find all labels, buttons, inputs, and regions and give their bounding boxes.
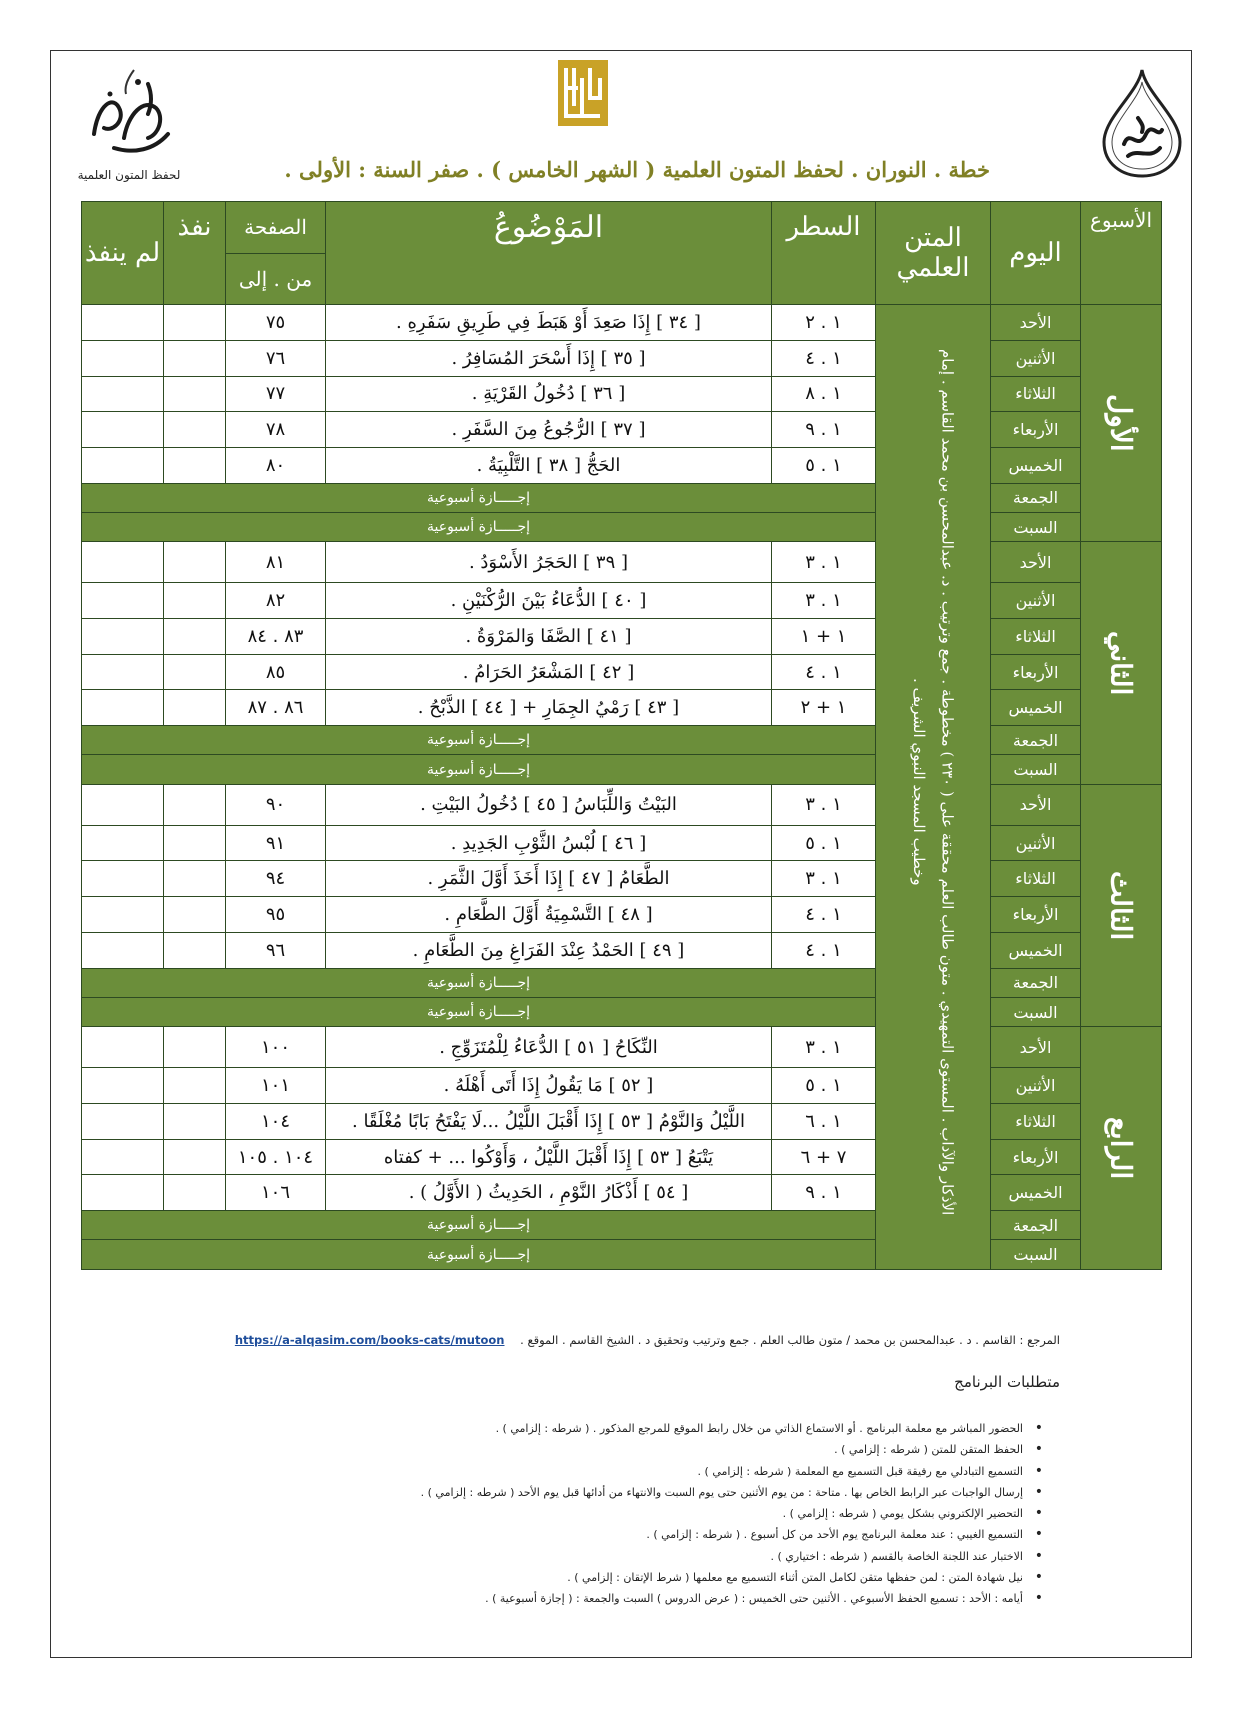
requirement-item: • الاختبار عند اللجنة الخاصة بالقسم ( شرطه : اختياري ) . <box>300 1546 1045 1567</box>
topic-cell: [ ٣٥ ] إِذَا أَسْحَرَ المُسَافِرُ . <box>326 340 772 376</box>
line-cell: ١ . ٣ <box>772 583 876 619</box>
line-cell: ١ . ٣ <box>772 542 876 583</box>
nouran-logo-icon <box>64 64 194 160</box>
done-cell[interactable] <box>164 932 226 968</box>
page-cell: ١٠١ <box>226 1068 326 1104</box>
not-done-cell[interactable] <box>82 448 164 484</box>
requirement-item: • الحفظ المتقن للمتن ( شرطه : إلزامي ) . <box>300 1439 1045 1460</box>
table-row <box>82 784 1162 825</box>
page-cell: ٧٦ <box>226 340 326 376</box>
header-page <box>226 202 326 305</box>
reference-line <box>200 1333 1060 1347</box>
table-row <box>82 1068 1162 1104</box>
not-done-cell[interactable] <box>82 1027 164 1068</box>
requirement-item: • نيل شهادة المتن : لمن حفظها متقن لكامل المتن أثناء التسميع مع معلمها ( شرط الإتقان : إلزامي ) . <box>300 1567 1045 1588</box>
day-cell: الأربعاء <box>991 412 1081 448</box>
done-cell[interactable] <box>164 1027 226 1068</box>
done-cell[interactable] <box>164 861 226 897</box>
requirement-item: • أيامه : الأحد : تسميع الحفظ الأسبوعي . الأثنين حتى الخميس : ( عرض الدروس ) السبت والجمعة : ( إجازة أسبوعية ) . <box>300 1588 1045 1609</box>
page-cell: ٩٤ <box>226 861 326 897</box>
requirement-item: • التسميع التبادلي مع رفيقة قبل التسميع مع المعلمة ( شرطه : إلزامي ) . <box>300 1461 1045 1482</box>
not-done-cell[interactable] <box>82 1139 164 1175</box>
day-cell: الخميس <box>991 690 1081 726</box>
table-row <box>82 690 1162 726</box>
table-row <box>82 305 1162 341</box>
page-cell: ٨٠ <box>226 448 326 484</box>
page-cell: ٧٨ <box>226 412 326 448</box>
week-label: الأول <box>1081 305 1162 542</box>
topic-cell: اللَّيْلُ وَالنَّوْمُ [ ٥٣ ] إِذَا أَقْبَلَ اللَّيْلُ ...لَا يَفْتَحُ بَابًا مُغْلَقًا . <box>326 1103 772 1139</box>
table-row <box>82 825 1162 861</box>
not-done-cell[interactable] <box>82 412 164 448</box>
done-cell[interactable] <box>164 412 226 448</box>
table-row <box>82 861 1162 897</box>
topic-cell: البَيْتُ وَاللِّبَاسُ [ ٤٥ ] دُخُولُ البَيْتِ . <box>326 784 772 825</box>
page-cell: ٨٢ <box>226 583 326 619</box>
not-done-cell[interactable] <box>82 1175 164 1211</box>
drop-logo-icon <box>1098 68 1186 178</box>
done-cell[interactable] <box>164 305 226 341</box>
line-cell: ٧ + ٦ <box>772 1139 876 1175</box>
page-cell: ٧٥ <box>226 305 326 341</box>
header-topic: المَوْضُوعُ <box>326 202 772 305</box>
done-cell[interactable] <box>164 690 226 726</box>
header-line: السطر <box>772 202 876 305</box>
week-label: الثالث <box>1081 784 1162 1026</box>
day-cell: الخميس <box>991 932 1081 968</box>
table-row <box>82 376 1162 412</box>
topic-cell: [ ٤٣ ] رَمْيُ الجِمَارِ + [ ٤٤ ] الذَّبْحُ . <box>326 690 772 726</box>
page-cell: ٨٦ . ٨٧ <box>226 690 326 726</box>
schedule-table <box>81 201 1162 1270</box>
reference-link[interactable]: https://a-alqasim.com/books-cats/mutoon <box>234 1333 505 1347</box>
day-cell: الأربعاء <box>991 1139 1081 1175</box>
page-cell: ٩٥ <box>226 897 326 933</box>
done-cell[interactable] <box>164 1175 226 1211</box>
day-cell: الأربعاء <box>991 654 1081 690</box>
week-label: الرابع <box>1081 1027 1162 1270</box>
not-done-cell[interactable] <box>82 825 164 861</box>
rest-row <box>82 726 1162 755</box>
page-cell: ٧٧ <box>226 376 326 412</box>
day-cell: الأحد <box>991 1027 1081 1068</box>
done-cell[interactable] <box>164 376 226 412</box>
nouran-logo <box>64 64 194 184</box>
table-row <box>82 1139 1162 1175</box>
requirement-item: • التسميع الغيبي : عند معلمة البرنامج يوم الأحد من كل أسبوع . ( شرطه : إلزامي ) . <box>300 1524 1045 1545</box>
page-cell: ٨١ <box>226 542 326 583</box>
day-cell: الأثنين <box>991 1068 1081 1104</box>
table-row <box>82 1027 1162 1068</box>
done-cell[interactable] <box>164 654 226 690</box>
day-cell: الأثنين <box>991 583 1081 619</box>
weekly-rest-cell: إجـــــازة أسبوعية <box>82 755 876 784</box>
rest-row <box>82 755 1162 784</box>
rest-row <box>82 968 1162 997</box>
requirement-item: • التحضير الإلكتروني بشكل يومي ( شرطه : إلزامي ) . <box>300 1503 1045 1524</box>
not-done-cell[interactable] <box>82 1068 164 1104</box>
center-emblem-icon <box>556 58 610 128</box>
topic-cell: [ ٣٤ ] إِذَا صَعِدَ أَوْ هَبَطَ فِي طَرِيقِ سَفَرِهِ . <box>326 305 772 341</box>
weekly-rest-cell: إجـــــازة أسبوعية <box>82 483 876 512</box>
day-cell: الثلاثاء <box>991 861 1081 897</box>
weekly-rest-cell: إجـــــازة أسبوعية <box>82 1240 876 1270</box>
day-cell: الأثنين <box>991 340 1081 376</box>
line-cell: ١ . ٥ <box>772 448 876 484</box>
table-row <box>82 1103 1162 1139</box>
day-cell: الأربعاء <box>991 897 1081 933</box>
topic-cell: [ ٤١ ] الصَّفَا وَالمَرْوَةُ . <box>326 618 772 654</box>
rest-row <box>82 997 1162 1026</box>
line-cell: ١ . ٢ <box>772 305 876 341</box>
done-cell[interactable] <box>164 583 226 619</box>
page-cell: ٩١ <box>226 825 326 861</box>
day-cell: الأثنين <box>991 825 1081 861</box>
topic-cell: يَتْبَعُ [ ٥٣ ] إِذَا أَقْبَلَ اللَّيْلُ ، وَأَوْكُوا ... + كفتاه <box>326 1139 772 1175</box>
topic-cell: [ ٤٠ ] الدُّعَاءُ بَيْنَ الرُّكْنَيْنِ . <box>326 583 772 619</box>
day-cell: الأحد <box>991 305 1081 341</box>
reference-text: المرجع : القاسم . د . عبدالمحسن بن محمد / متون طالب العلم . جمع وترتيب وتحقيق د . الشيخ القاسم . الموقع . <box>520 1333 1060 1347</box>
done-cell[interactable] <box>164 618 226 654</box>
not-done-cell[interactable] <box>82 861 164 897</box>
header-done: نفذ <box>164 202 226 305</box>
day-cell: الجمعة <box>991 1211 1081 1240</box>
done-cell[interactable] <box>164 1139 226 1175</box>
day-cell: الجمعة <box>991 483 1081 512</box>
topic-cell: [ ٤٢ ] المَشْعَرُ الحَرَامُ . <box>326 654 772 690</box>
line-cell: ١ . ٣ <box>772 1027 876 1068</box>
table-row <box>82 542 1162 583</box>
page-cell: ١٠٤ <box>226 1103 326 1139</box>
requirement-item: • إرسال الواجبات عبر الرابط الخاص بها . متاحة : من يوم الأثنين حتى يوم السبت والانتهاء من أدائها قبل يوم الأحد ( شرطه : إلزامي ) . <box>300 1482 1045 1503</box>
page-cell: ١٠٦ <box>226 1175 326 1211</box>
not-done-cell[interactable] <box>82 583 164 619</box>
table-row <box>82 340 1162 376</box>
topic-cell: [ ٤٩ ] الحَمْدُ عِنْدَ الفَرَاغِ مِنَ الطَّعَامِ . <box>326 932 772 968</box>
line-cell: ١ . ٤ <box>772 897 876 933</box>
day-cell: الخميس <box>991 448 1081 484</box>
not-done-cell[interactable] <box>82 340 164 376</box>
not-done-cell[interactable] <box>82 897 164 933</box>
rest-row <box>82 1211 1162 1240</box>
table-row <box>82 897 1162 933</box>
header-page-label: الصفحة <box>244 215 307 240</box>
day-cell: السبت <box>991 997 1081 1026</box>
topic-cell: [ ٣٩ ] الحَجَرُ الأَسْوَدُ . <box>326 542 772 583</box>
weekly-rest-cell: إجـــــازة أسبوعية <box>82 968 876 997</box>
header-day: اليوم <box>991 202 1081 305</box>
page-cell: ١٠٤ . ١٠٥ <box>226 1139 326 1175</box>
requirements-title: متطلبات البرنامج <box>954 1373 1060 1391</box>
day-cell: الجمعة <box>991 726 1081 755</box>
day-cell: الثلاثاء <box>991 1103 1081 1139</box>
topic-cell: الطَّعَامُ [ ٤٧ ] إِذَا أَخَذَ أَوَّلَ الثَّمَرِ . <box>326 861 772 897</box>
done-cell[interactable] <box>164 340 226 376</box>
table-row <box>82 1175 1162 1211</box>
not-done-cell[interactable] <box>82 1103 164 1139</box>
line-cell: ١ . ٣ <box>772 861 876 897</box>
done-cell[interactable] <box>164 897 226 933</box>
done-cell[interactable] <box>164 542 226 583</box>
not-done-cell[interactable] <box>82 542 164 583</box>
requirements-list <box>300 1418 1045 1610</box>
line-cell: ١ . ٥ <box>772 825 876 861</box>
requirement-item: • الحضور المباشر مع معلمة البرنامج . أو الاستماع الذاتي من خلال رابط الموقع للمرجع المذكور . ( شرطه : إلزامي ) . <box>300 1418 1045 1439</box>
day-cell: السبت <box>991 1240 1081 1270</box>
day-cell: الأحد <box>991 784 1081 825</box>
done-cell[interactable] <box>164 1103 226 1139</box>
rest-row <box>82 1240 1162 1270</box>
header-matn: المتن العلمي <box>876 202 991 305</box>
topic-cell: النِّكَاحُ [ ٥١ ] الدُّعَاءُ لِلْمُتَزَوِّجِ . <box>326 1027 772 1068</box>
line-cell: ١ . ٤ <box>772 340 876 376</box>
line-cell: ١ . ٩ <box>772 1175 876 1211</box>
header-page-range: من . إلى <box>226 253 325 305</box>
day-cell: الثلاثاء <box>991 376 1081 412</box>
not-done-cell[interactable] <box>82 305 164 341</box>
not-done-cell[interactable] <box>82 618 164 654</box>
day-cell: السبت <box>991 755 1081 784</box>
page-cell: ٩٦ <box>226 932 326 968</box>
table-row <box>82 448 1162 484</box>
not-done-cell[interactable] <box>82 784 164 825</box>
topic-cell: [ ٣٦ ] دُخُولُ القَرْيَةِ . <box>326 376 772 412</box>
weekly-rest-cell: إجـــــازة أسبوعية <box>82 513 876 542</box>
table-row <box>82 583 1162 619</box>
matn-text: الأذكار والآداب . المستوى التمهيدي . متون طالب العلم محققة على ( ٢٣٠ ) مخطوطة . جمع وترتيب . د. عبدالمحسن بن محمد القاسم . إمام وخطيب المسجد النبوي الشريف . <box>910 349 957 1216</box>
line-cell: ١ + ٢ <box>772 690 876 726</box>
done-cell[interactable] <box>164 448 226 484</box>
table-row <box>82 932 1162 968</box>
line-cell: ١ + ١ <box>772 618 876 654</box>
day-cell: السبت <box>991 513 1081 542</box>
line-cell: ١ . ٨ <box>772 376 876 412</box>
page-cell: ١٠٠ <box>226 1027 326 1068</box>
weekly-rest-cell: إجـــــازة أسبوعية <box>82 997 876 1026</box>
topic-cell: الحَجُّ [ ٣٨ ] التَّلْبِيَةُ . <box>326 448 772 484</box>
rest-row <box>82 513 1162 542</box>
table-row <box>82 654 1162 690</box>
not-done-cell[interactable] <box>82 376 164 412</box>
logo-caption: لحفظ المتون العلمية <box>77 168 181 182</box>
line-cell: ١ . ٩ <box>772 412 876 448</box>
page-cell: ٨٣ . ٨٤ <box>226 618 326 654</box>
day-cell: الثلاثاء <box>991 618 1081 654</box>
header-week: الأسبوع <box>1081 202 1162 305</box>
topic-cell: [ ٥٤ ] أَذْكَارُ النَّوْمِ ، الحَدِيثُ ( الأَوَّلُ ) . <box>326 1175 772 1211</box>
day-cell: الخميس <box>991 1175 1081 1211</box>
not-done-cell[interactable] <box>82 932 164 968</box>
topic-cell: [ ٥٢ ] مَا يَقُولُ إِذَا أَتَى أَهْلَهُ . <box>326 1068 772 1104</box>
table-header-row <box>82 202 1162 305</box>
not-done-cell[interactable] <box>82 654 164 690</box>
day-cell: الأحد <box>991 542 1081 583</box>
weekly-rest-cell: إجـــــازة أسبوعية <box>82 726 876 755</box>
line-cell: ١ . ٥ <box>772 1068 876 1104</box>
done-cell[interactable] <box>164 825 226 861</box>
topic-cell: [ ٣٧ ] الرُّجُوعُ مِنَ السَّفَرِ . <box>326 412 772 448</box>
topic-cell: [ ٤٨ ] التَّسْمِيَةُ أَوَّلَ الطَّعَامِ . <box>326 897 772 933</box>
not-done-cell[interactable] <box>82 690 164 726</box>
weekly-rest-cell: إجـــــازة أسبوعية <box>82 1211 876 1240</box>
line-cell: ١ . ٦ <box>772 1103 876 1139</box>
week-label: الثاني <box>1081 542 1162 784</box>
line-cell: ١ . ٤ <box>772 654 876 690</box>
page-cell: ٩٠ <box>226 784 326 825</box>
line-cell: ١ . ٣ <box>772 784 876 825</box>
rest-row <box>82 483 1162 512</box>
table-row <box>82 618 1162 654</box>
day-cell: الجمعة <box>991 968 1081 997</box>
line-cell: ١ . ٤ <box>772 932 876 968</box>
topic-cell: [ ٤٦ ] لُبْسُ الثَّوْبِ الجَدِيدِ . <box>326 825 772 861</box>
done-cell[interactable] <box>164 1068 226 1104</box>
page-cell: ٨٥ <box>226 654 326 690</box>
matn-cell <box>876 305 991 1270</box>
table-row <box>82 412 1162 448</box>
page-title: خطة . النوران . لحفظ المتون العلمية ( الشهر الخامس ) . صفر السنة : الأولى . <box>284 157 990 182</box>
header-not-done: لم ينفذ <box>82 202 164 305</box>
done-cell[interactable] <box>164 784 226 825</box>
